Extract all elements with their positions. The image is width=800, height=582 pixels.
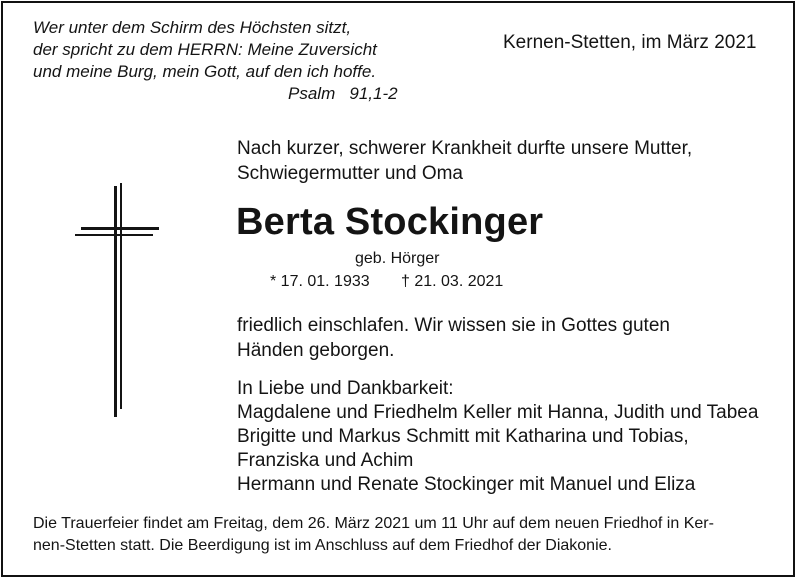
place-date: Kernen-Stetten, im März 2021 — [503, 32, 757, 53]
funeral-notice — [33, 513, 714, 557]
mourners-heading: In Liebe und Dankbarkeit: — [237, 378, 454, 399]
mourners-list — [237, 377, 758, 497]
verse-reference: Psalm 91,1-2 — [288, 84, 398, 103]
verse-line: und meine Burg, mein Gott, auf den ich hoffe. — [33, 62, 377, 81]
deceased-name: Berta Stockinger — [236, 201, 544, 243]
verse-line: der spricht zu dem HERRN: Meine Zuversicht — [33, 40, 377, 59]
passing-text — [237, 313, 670, 363]
passing-line: friedlich einschlafen. Wir wissen sie in Gottes guten — [237, 315, 670, 336]
birth-date: * 17. 01. 1933 — [270, 273, 370, 290]
mourner-family: Brigitte und Markus Schmitt mit Katharina und Tobias, — [237, 426, 689, 447]
intro-text — [237, 136, 692, 186]
funeral-line: Die Trauerfeier findet am Freitag, dem 26. März 2021 um 11 Uhr auf dem neuen Friedhof in Ker- — [33, 515, 714, 532]
maiden-name: geb. Hörger — [355, 250, 440, 267]
mourner-family: Hermann und Renate Stockinger mit Manuel und Eliza — [237, 474, 696, 495]
funeral-line: nen-Stetten statt. Die Beerdigung ist im Anschluss auf dem Friedhof der Diakonie. — [33, 537, 612, 554]
passing-line: Händen geborgen. — [237, 340, 395, 361]
obituary-card — [1, 1, 795, 577]
intro-line: Nach kurzer, schwerer Krankheit durfte unsere Mutter, — [237, 138, 693, 159]
mourner-family: Franziska und Achim — [237, 450, 414, 471]
death-date: † 21. 03. 2021 — [401, 273, 504, 290]
latin-cross-icon — [75, 183, 159, 417]
bible-verse — [33, 17, 377, 83]
verse-line: Wer unter dem Schirm des Höchsten sitzt, — [33, 18, 352, 37]
intro-line: Schwiegermutter und Oma — [237, 163, 463, 184]
mourner-family: Magdalene und Friedhelm Keller mit Hanna, Judith und Tabea — [237, 402, 759, 423]
